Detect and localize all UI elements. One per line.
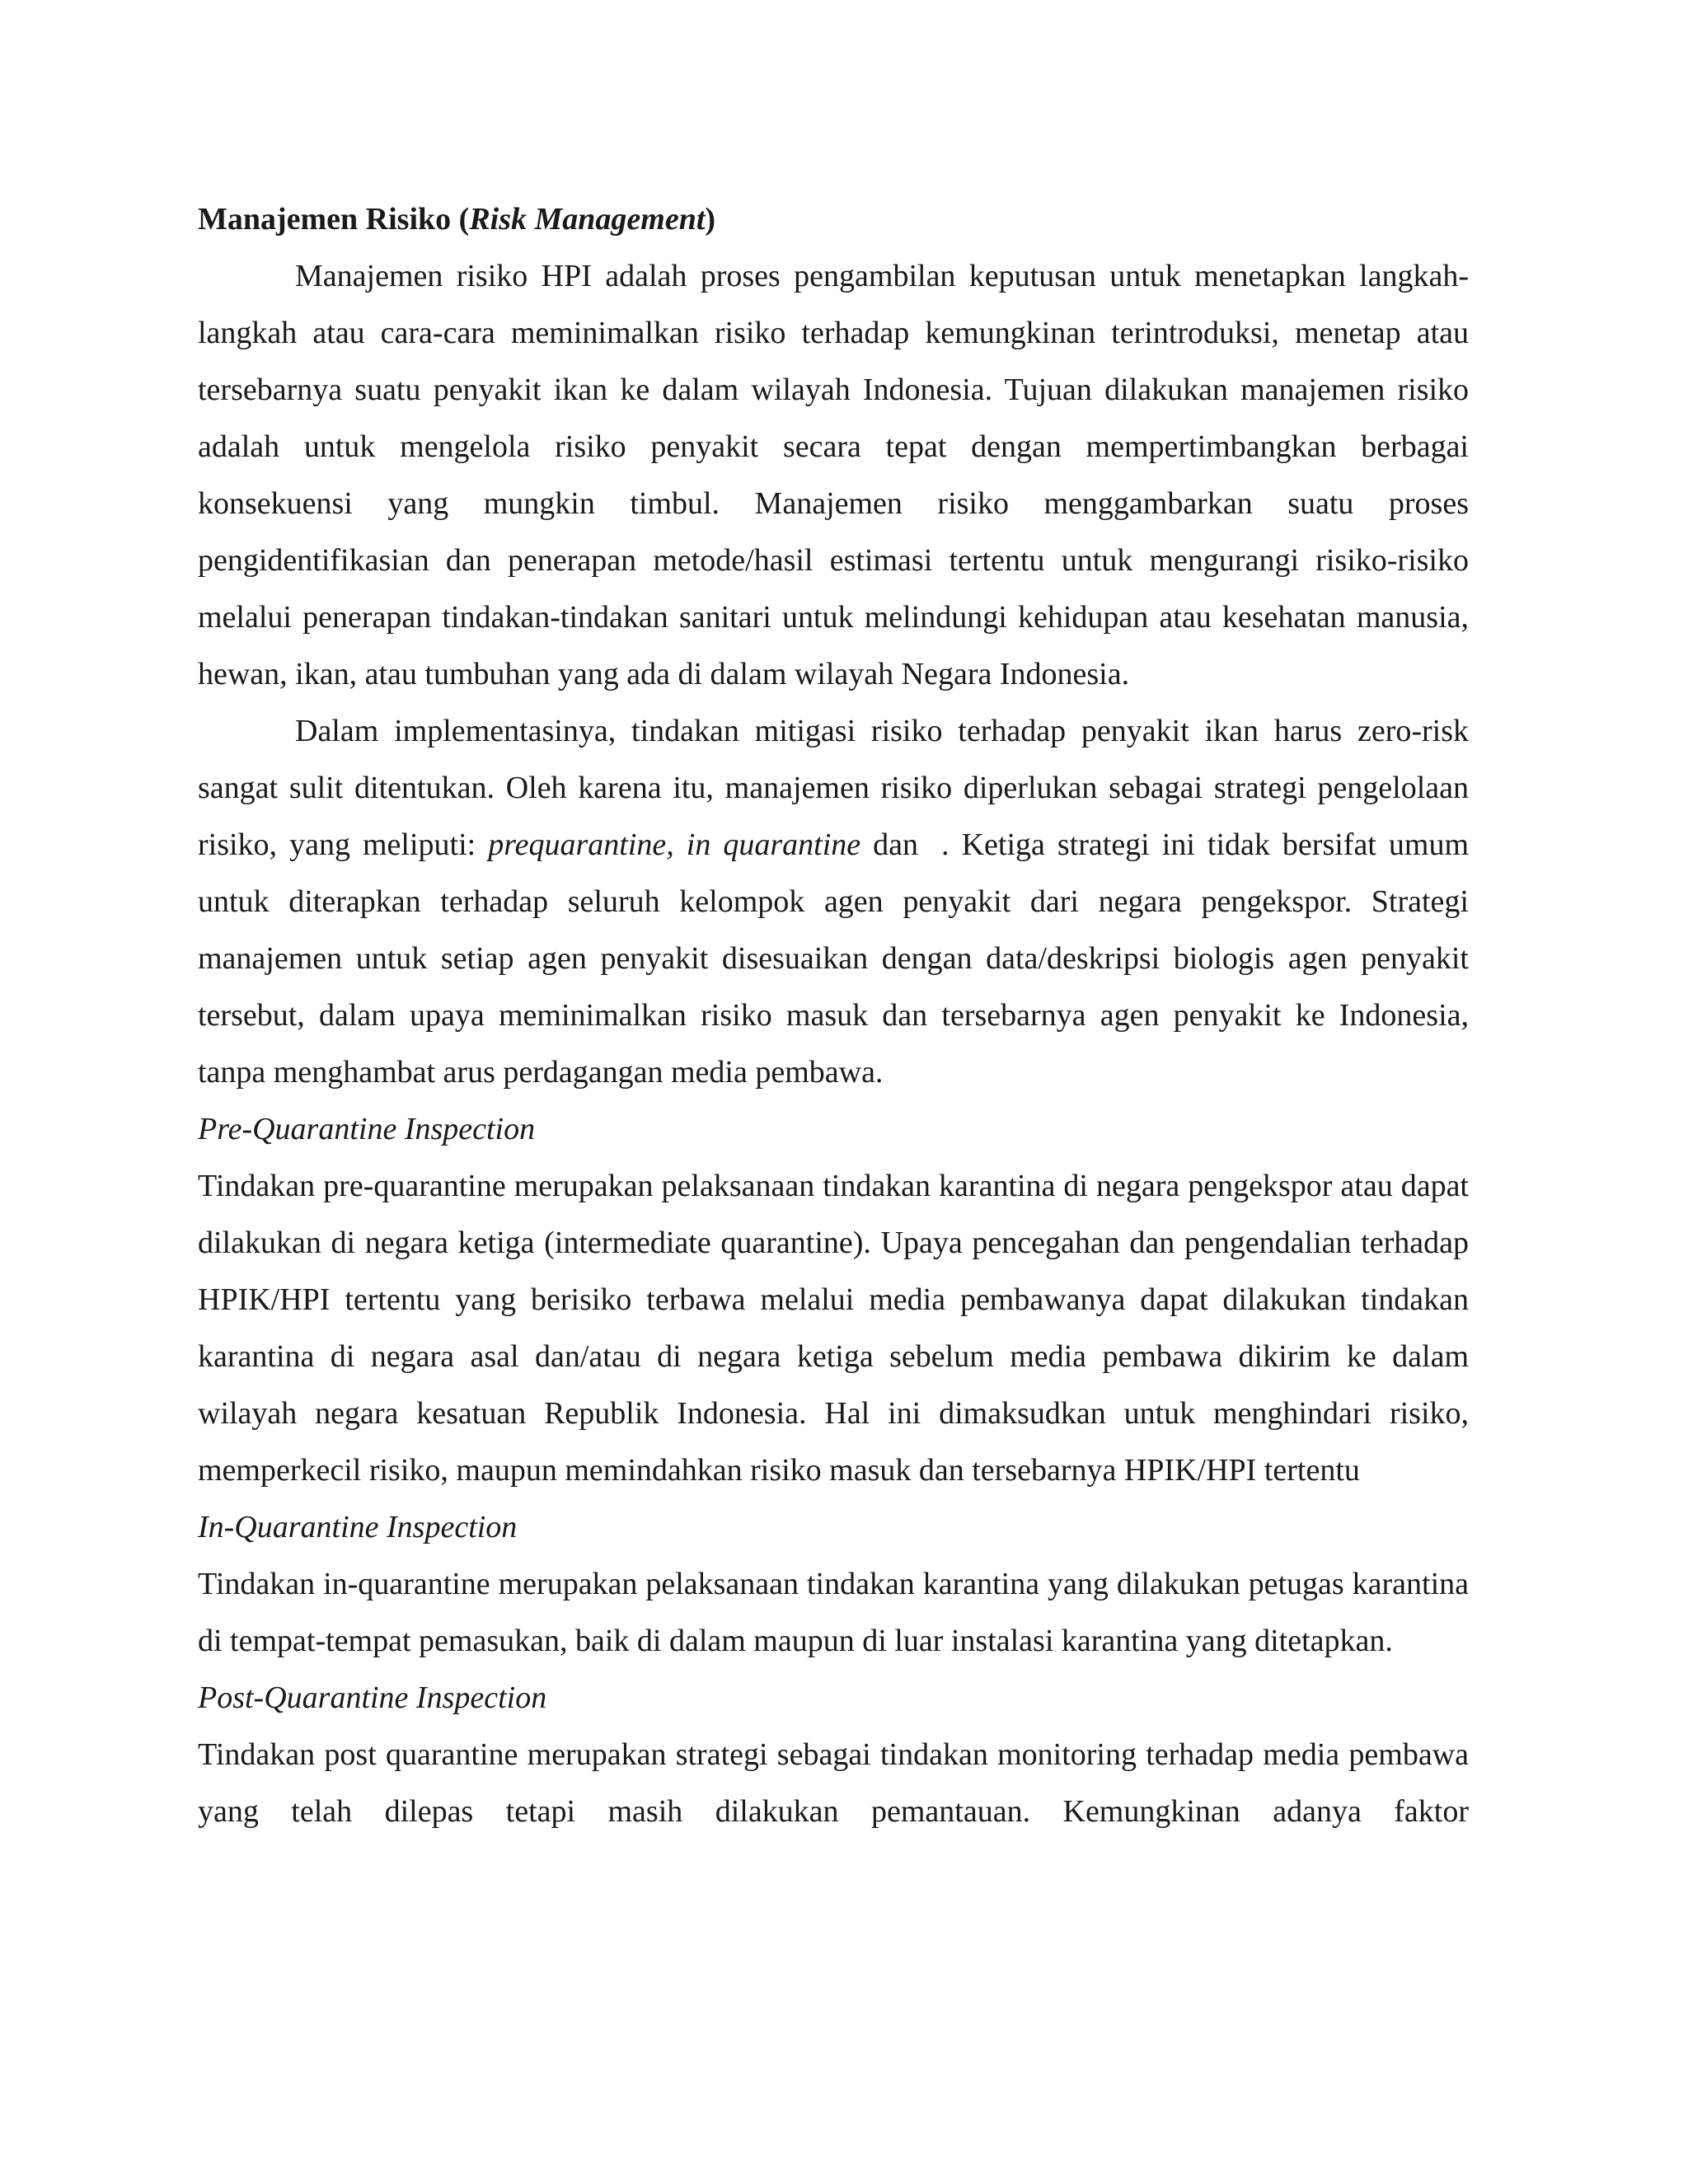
p2-italic-terms: prequarantine, in quarantine: [488, 827, 861, 862]
document-body: [198, 191, 1469, 1840]
p2-end: . Ketiga strategi ini tidak bersifat umum untuk diterapkan terhadap seluruh kelompok agen penyakit dari negara pengekspor. Strategi manajemen untuk setiap agen penyakit disesuaikan dengan data/deskripsi biologis agen penyakit tersebut, dalam upaya meminimalkan risiko masuk dan tersebarnya agen penyakit ke Indonesia, tanpa menghambat arus perdagangan media pembawa.: [198, 827, 1470, 1090]
paragraph-pre-quarantine: Tindakan pre-quarantine merupakan pelaksanaan tindakan karantina di negara pengekspor atau dapat dilakukan di negara ketiga (intermediate quarantine). Upaya pencegahan dan pengendalian terhadap HPIK/HPI tertentu yang berisiko terbawa melalui media pembawanya dapat dilakukan tindakan karantina di negara asal dan/atau di negara ketiga sebelum media pembawa dikirim ke dalam wilayah negara kesatuan Republik Indonesia. Hal ini dimaksudkan untuk menghindari risiko, memperkecil risiko, maupun memindahkan risiko masuk dan tersebarnya HPIK/HPI tertentu: [198, 1169, 1469, 1488]
p2-start: Dalam implementasinya, tindakan mitigasi risiko terhadap penyakit ikan harus zero-risk sangat sulit ditentukan. Oleh karena itu, manajemen risiko diperlukan sebagai strategi pengelolaan risiko, yang meliputi:: [198, 714, 1469, 862]
paragraph-risk-management-definition: Manajemen risiko HPI adalah proses pengambilan keputusan untuk menetapkan langkah-langkah atau cara-cara meminimalkan risiko terhadap kemungkinan terintroduksi, menetap atau tersebarnya suatu penyakit ikan ke dalam wilayah Indonesia. Tujuan dilakukan manajemen risiko adalah untuk mengelola risiko penyakit secara tepat dengan mempertimbangkan berbagai konsekuensi yang mungkin timbul. Manajemen risiko menggambarkan suatu proses pengidentifikasian dan penerapan metode/hasil estimasi tertentu untuk mengurangi risiko-risiko melalui penerapan tindakan-tindakan sanitari untuk melindungi kehidupan atau kesehatan manusia, hewan, ikan, atau tumbuhan yang ada di dalam wilayah Negara Indonesia.: [198, 259, 1469, 691]
subheading-pre-quarantine: Pre-Quarantine Inspection: [198, 1112, 536, 1146]
paragraph-in-quarantine: Tindakan in-quarantine merupakan pelaksanaan tindakan karantina yang dilakukan petugas karantina di tempat-tempat pemasukan, baik di dalam maupun di luar instalasi karantina yang ditetapkan.: [198, 1567, 1469, 1658]
heading-prefix: Manajemen Risiko (: [198, 202, 470, 237]
heading-italic: Risk Management: [469, 202, 706, 237]
paragraph-post-quarantine: Tindakan post quarantine merupakan strategi sebagai tindakan monitoring terhadap media pembawa yang telah dilepas tetapi masih dilakukan pemantauan. Kemungkinan adanya faktor: [198, 1737, 1469, 1829]
subheading-post-quarantine: Post-Quarantine Inspection: [198, 1680, 547, 1715]
section-heading: [198, 191, 1469, 248]
p2-mid: dan: [860, 827, 919, 862]
heading-suffix: ): [705, 202, 716, 237]
subheading-in-quarantine: In-Quarantine Inspection: [198, 1510, 518, 1544]
paragraph-implementation: [198, 703, 1469, 1101]
